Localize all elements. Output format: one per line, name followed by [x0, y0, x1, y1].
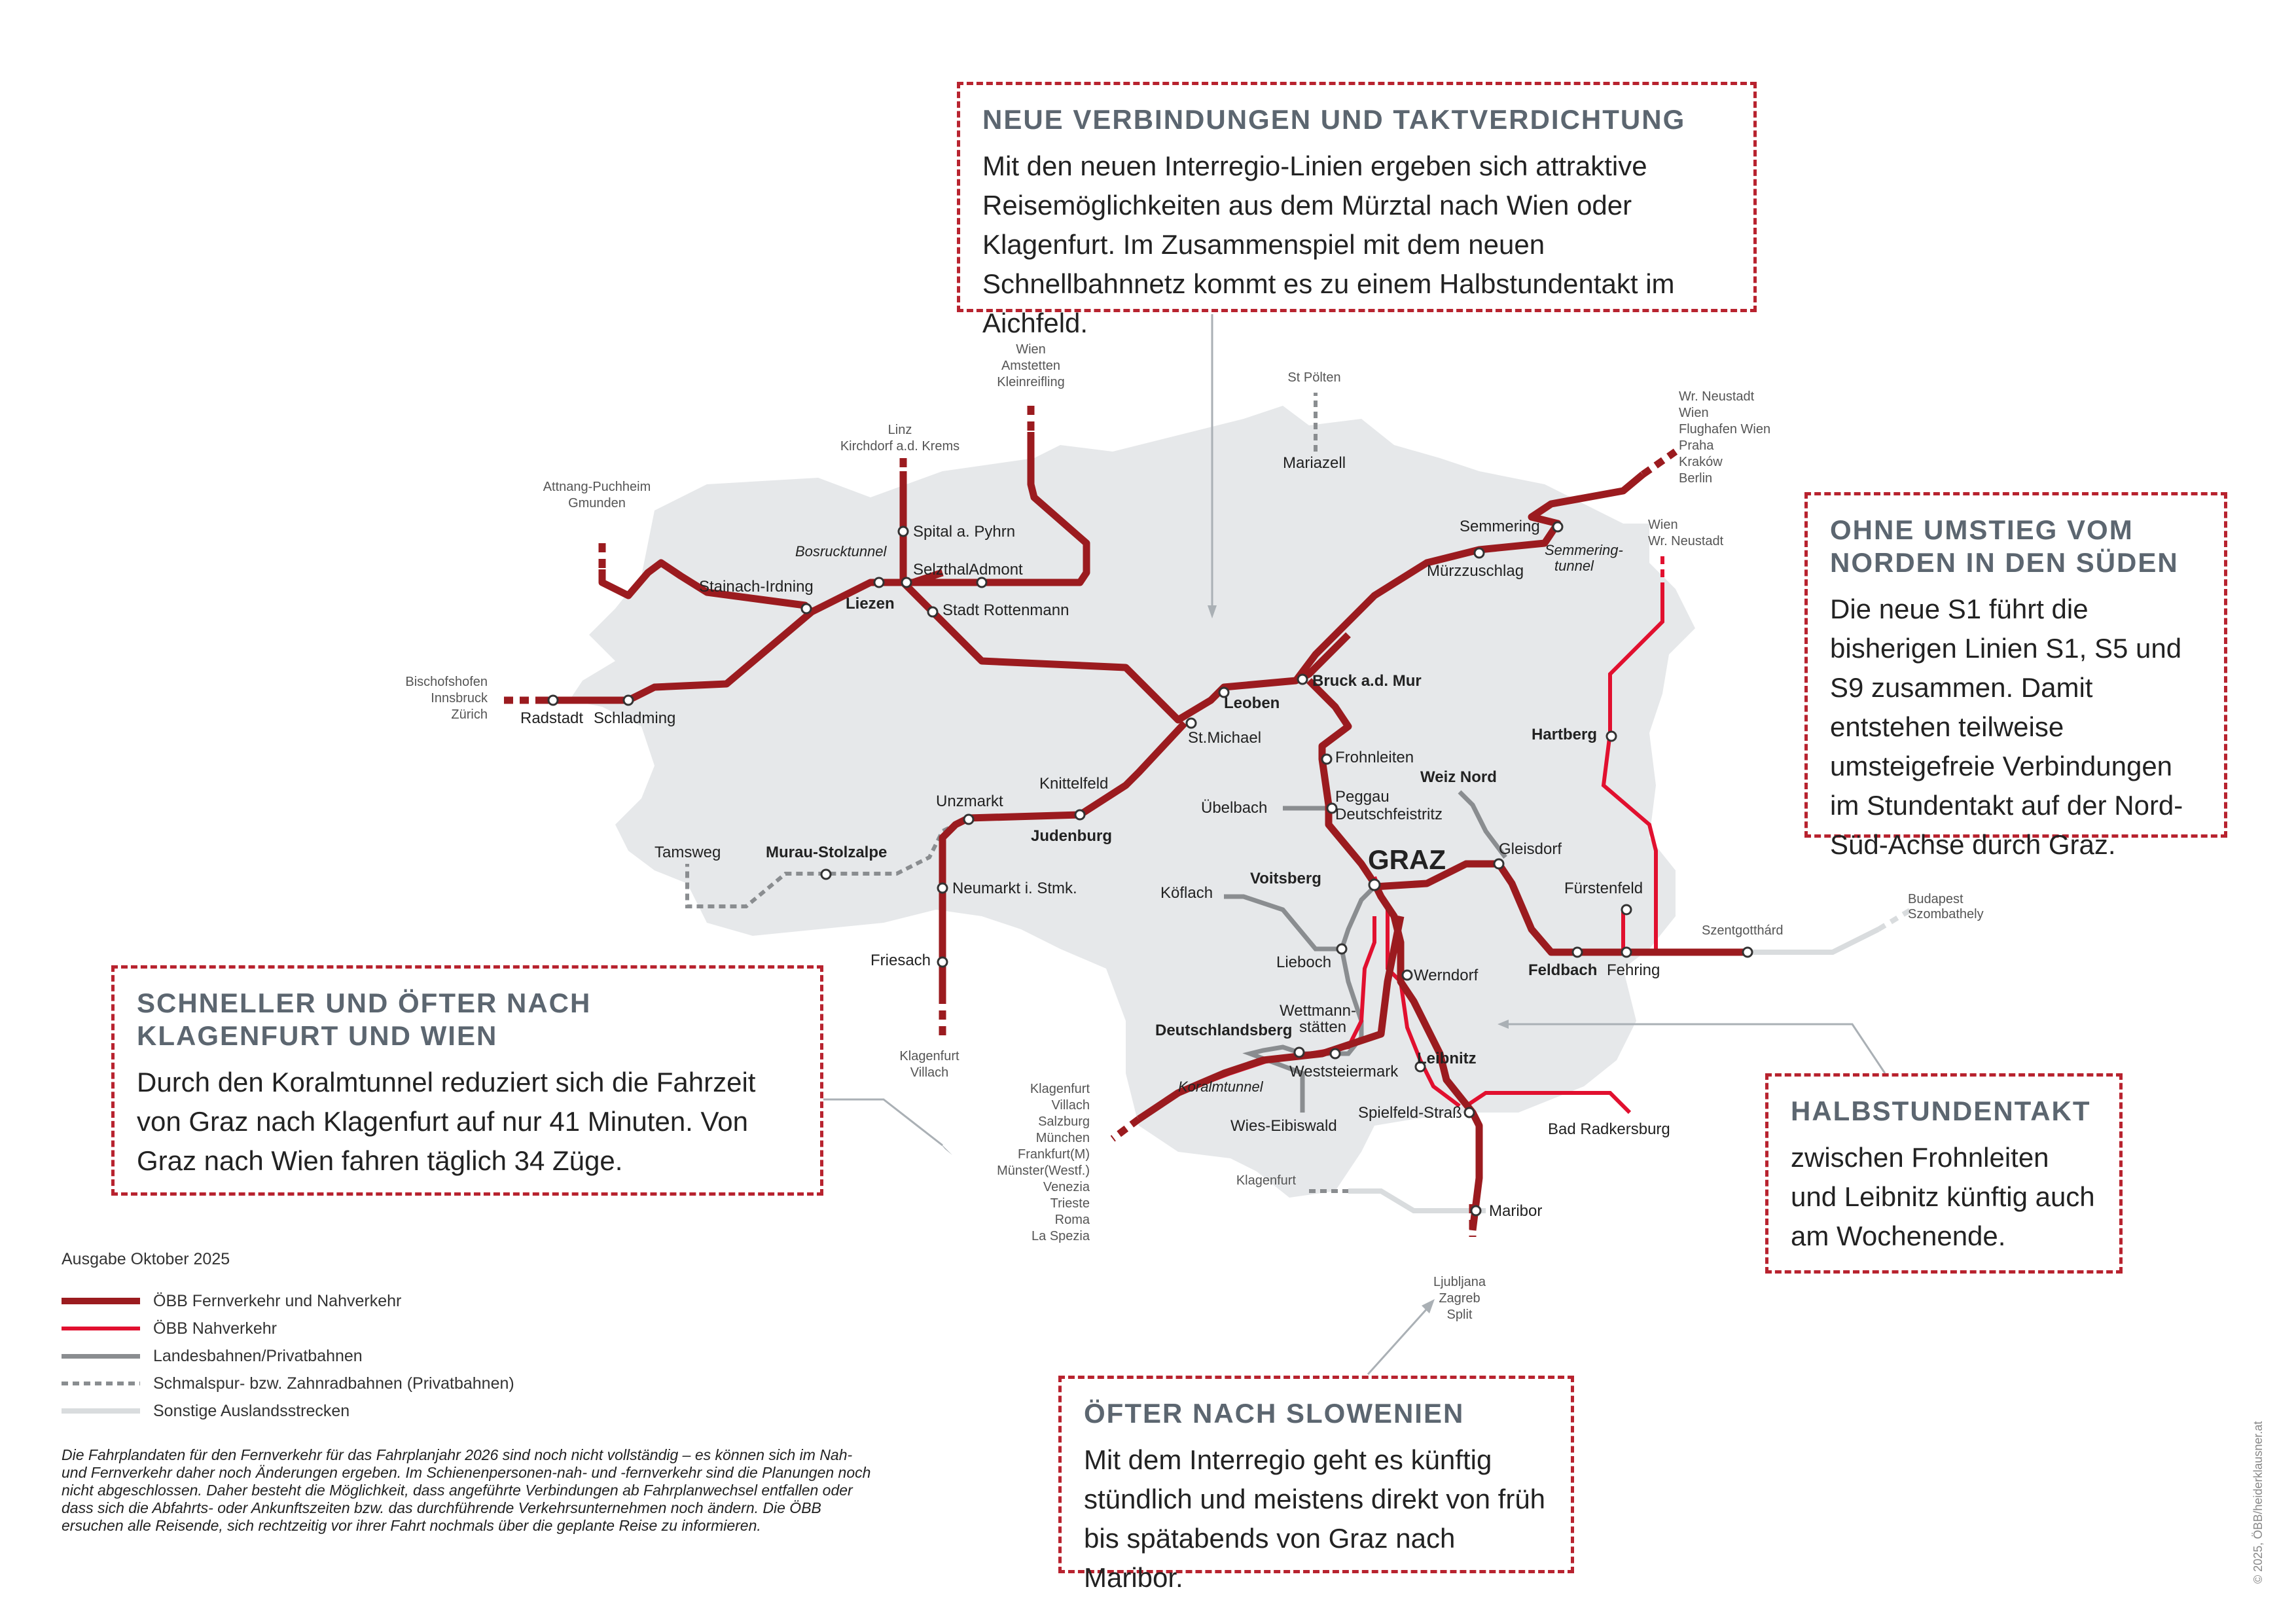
- station-marker-neumarkt: [938, 883, 947, 893]
- station-stmichael: St.Michael: [1188, 729, 1262, 747]
- callout-new-connections-text: Mit den neuen Interregio-Linien ergeben sich attraktive Reisemöglichkeiten aus dem Mürztal nach Wien oder Klagenfurt. Im Zusammenspiel mit dem neuen Schnellbahnnetz kommt es zu einem Halbstundentakt im Aichfeld.: [982, 151, 1675, 338]
- station-marker-semmering: [1475, 548, 1484, 558]
- station-marker-werndorf: [1403, 971, 1412, 980]
- station-marker-gleisdorf: [1494, 859, 1503, 868]
- station-marker-fehring: [1622, 948, 1631, 957]
- dest-attnang-1: Gmunden: [568, 496, 626, 510]
- station-admont: Admont: [969, 561, 1023, 579]
- dest-ne-0: Wr. Neustadt: [1679, 389, 1755, 404]
- callout-slovenia: [1058, 1376, 1574, 1593]
- callout-north-south: [1804, 492, 2227, 860]
- station-marker-unzmarkt: [964, 815, 973, 824]
- station-marker-knittelfeld: [1075, 810, 1085, 819]
- callout-slovenia-text: Mit dem Interregio geht es künftig stündlich und meistens direkt von früh bis spätabends von Graz nach Maribor.: [1084, 1444, 1546, 1593]
- legend-label-fernverkehr: ÖBB Fernverkehr und Nahverkehr: [153, 1291, 402, 1310]
- callout-klagenfurt-wien-text: Durch den Koralmtunnel reduziert sich die Fahrzeit von Graz nach Klagenfurt auf nur 41 Minuten. Von Graz nach Wien fahren täglich 34 Züge.: [137, 1067, 756, 1176]
- dest-wien-n-2: Kleinreifling: [997, 375, 1065, 389]
- station-radstadt: Radstadt: [520, 709, 584, 727]
- arrow-schneller: [821, 1099, 942, 1145]
- station-liezen: Liezen: [846, 595, 895, 613]
- station-bruck: Bruck a.d. Mur: [1312, 672, 1422, 690]
- legend-label-ausland: Sonstige Auslandsstrecken: [153, 1401, 350, 1420]
- station-badradkersburg: Bad Radkersburg: [1548, 1120, 1670, 1138]
- station-marker-stainach: [802, 604, 811, 613]
- station-stainach: Stainach-Irdning: [699, 578, 814, 596]
- station-graz: GRAZ: [1368, 844, 1446, 875]
- dest-kl-s-4: Frankfurt(M): [1018, 1147, 1090, 1162]
- legend-row-fernverkehr: [62, 1287, 880, 1315]
- station-marker-feldbach: [1573, 948, 1582, 957]
- station-unzmarkt: Unzmarkt: [936, 793, 1003, 810]
- dest-ljubljana-1: Zagreb: [1439, 1291, 1480, 1306]
- dest-linz-0: Linz: [888, 423, 912, 437]
- station-semmering: Semmering: [1460, 518, 1540, 535]
- legend-row-ausland: [62, 1397, 880, 1425]
- station-marker-frohnleiten: [1322, 755, 1331, 764]
- station-marker-radstadt: [548, 696, 558, 705]
- station-deutschfeistritz: Deutschfeistritz: [1335, 806, 1443, 823]
- station-hartberg: Hartberg: [1532, 726, 1598, 743]
- line-maribor-klagenfurt: [1348, 1191, 1486, 1211]
- legend-swatch-nahverkehr: [62, 1327, 140, 1330]
- station-voitsberg: Voitsberg: [1250, 870, 1321, 887]
- station-weiznord: Weiz Nord: [1420, 768, 1497, 786]
- arrowhead-schneller: [937, 1140, 952, 1155]
- dest-ljubljana-0: Ljubljana: [1433, 1275, 1486, 1289]
- disclaimer: Die Fahrplandaten für den Fernverkehr für das Fahrplanjahr 2026 sind noch nicht vollständig – es können sich im Nah- und Fernverkehr daher noch Änderungen ergeben. Im Schienenpersonen-nah- und -fernverkehr sind die Planungen noch nicht abgeschlossen. Daher besteht die Möglichkeit, dass angeführte Verbindungen ab Fahrplanwechsel entfallen oder dass sich die Abfahrts- oder Ankunftszeiten bzw. das durchführende Verkehrsunternehmen noch ändern. Die ÖBB ersuchen alle Reisende, sich rechtzeitig vor ihrer Fahrt nochmals über die geplante Reise zu informieren.: [62, 1446, 871, 1534]
- dest-klagenfurt-w-0: Klagenfurt: [899, 1049, 960, 1063]
- tunnel-semmering-1: Semmering-: [1545, 542, 1623, 558]
- station-weststeiermark: Weststeiermark: [1289, 1063, 1399, 1080]
- legend-row-nahverkehr: [62, 1315, 880, 1342]
- station-selzthal: Selzthal: [913, 561, 969, 579]
- line-budapest-dashed: [1878, 910, 1911, 929]
- station-knittelfeld: Knittelfeld: [1039, 775, 1109, 793]
- dest-ne-1: Wien: [1679, 406, 1709, 420]
- dest-kl-s-3: München: [1035, 1131, 1090, 1145]
- dest-budapest-1: Szombathely: [1908, 907, 1984, 921]
- station-schladming: Schladming: [594, 709, 676, 727]
- station-marker-murau: [821, 870, 831, 879]
- station-neumarkt: Neumarkt i. Stmk.: [952, 880, 1077, 897]
- callout-klagenfurt-wien: [111, 965, 823, 1196]
- dest-linz-1: Kirchdorf a.d. Krems: [840, 439, 960, 454]
- callout-klagenfurt-wien-title: SCHNELLER UND ÖFTER NACH KLAGENFURT UND WIEN: [137, 988, 592, 1051]
- station-wettmann2: stätten: [1299, 1018, 1347, 1036]
- dest-kl-s-6: Venezia: [1043, 1180, 1090, 1194]
- station-koeflach: Köflach: [1160, 884, 1213, 902]
- station-marker-muerzzuschlag: [1553, 522, 1562, 531]
- legend-label-privatbahnen: Landesbahnen/Privatbahnen: [153, 1346, 363, 1365]
- tunnel-bosruck: Bosrucktunnel: [795, 543, 887, 560]
- station-deutschlandsberg: Deutschlandsberg: [1155, 1022, 1293, 1039]
- station-marker-stmichael: [1187, 719, 1196, 728]
- dest-bischofshofen-0: Bischofshofen: [405, 675, 488, 689]
- dest-kl-s-0: Klagenfurt: [1030, 1082, 1090, 1096]
- dest-wien-n-0: Wien: [1016, 342, 1046, 357]
- legend-swatch-fernverkehr: [62, 1298, 140, 1304]
- legend-label-schmalspur: Schmalspur- bzw. Zahnradbahnen (Privatbahnen): [153, 1374, 514, 1393]
- dest-ljubljana-2: Split: [1446, 1308, 1473, 1322]
- station-marker-selzthal: [902, 578, 911, 587]
- legend: [62, 1250, 880, 1425]
- legend-edition: Ausgabe Oktober 2025: [62, 1250, 230, 1268]
- station-fehring: Fehring: [1607, 961, 1660, 979]
- station-leibnitz: Leibnitz: [1417, 1050, 1477, 1067]
- station-wieseibiswald: Wies-Eibiswald: [1230, 1117, 1337, 1135]
- dest-budapest-0: Budapest: [1908, 892, 1964, 906]
- destination-labels-ne: [1648, 389, 1770, 548]
- dest-stpoelten-0: St Pölten: [1287, 370, 1341, 385]
- station-marker-spital: [899, 527, 908, 536]
- station-marker-fuerstenfeld: [1622, 905, 1631, 914]
- callout-half-hour-title: HALBSTUNDENTAKT: [1791, 1096, 2091, 1126]
- legend-swatch-schmalspur: [62, 1382, 140, 1385]
- station-marker-maribor: [1471, 1206, 1480, 1215]
- tunnel-koralm: Koralmtunnel: [1178, 1079, 1263, 1095]
- station-marker-weststeiermark: [1331, 1049, 1340, 1058]
- dest-wien-e-0: Wien: [1648, 518, 1678, 532]
- station-leoben: Leoben: [1224, 694, 1280, 712]
- station-tamsweg: Tamsweg: [655, 844, 721, 861]
- station-gleisdorf: Gleisdorf: [1499, 840, 1562, 858]
- station-maribor: Maribor: [1489, 1202, 1543, 1220]
- dest-klagenfurt-w-1: Villach: [910, 1065, 949, 1080]
- callout-new-connections: [957, 82, 1757, 338]
- station-marker-liezen: [874, 578, 884, 587]
- line-koralm-dashed: [1113, 1119, 1139, 1139]
- dest-ne-4: Kraków: [1679, 455, 1723, 469]
- callout-half-hour: [1765, 1073, 2123, 1274]
- dest-klagenfurt-m-0: Klagenfurt: [1236, 1173, 1296, 1188]
- station-marker-lieboch: [1337, 944, 1346, 954]
- dest-kl-s-7: Trieste: [1050, 1196, 1090, 1211]
- station-murau: Murau-Stolzalpe: [766, 844, 888, 861]
- callout-new-connections-title: NEUE VERBINDUNGEN UND TAKTVERDICHTUNG: [982, 104, 1686, 135]
- tunnel-semmering-2: tunnel: [1554, 558, 1594, 574]
- station-wettmann1: Wettmann-: [1280, 1002, 1356, 1020]
- dest-bischofshofen-2: Zürich: [451, 707, 488, 722]
- station-frohnleiten: Frohnleiten: [1335, 749, 1414, 766]
- dest-wien-e-1: Wr. Neustadt: [1648, 534, 1724, 548]
- station-marker-hartberg: [1607, 732, 1616, 741]
- station-peggau: Peggau: [1335, 788, 1390, 806]
- legend-row-schmalspur: [62, 1370, 880, 1397]
- station-marker-deutschlandsberg: [1295, 1048, 1304, 1057]
- station-marker-szentgotthard: [1743, 948, 1752, 957]
- station-marker-admont: [977, 578, 986, 587]
- station-fuerstenfeld: Fürstenfeld: [1564, 880, 1643, 897]
- station-szentgotthard: Szentgotthárd: [1702, 923, 1784, 938]
- station-judenburg: Judenburg: [1031, 827, 1112, 845]
- station-lieboch: Lieboch: [1276, 954, 1332, 971]
- dest-kl-s-1: Villach: [1051, 1098, 1090, 1113]
- station-muerzzuschlag: Mürzzuschlag: [1427, 562, 1524, 580]
- station-marker-rottenmann: [928, 607, 937, 616]
- line-ne-dashed: [1643, 452, 1676, 474]
- dest-wien-n-1: Amstetten: [1001, 359, 1061, 373]
- station-spielfeld: Spielfeld-Straß: [1358, 1104, 1462, 1122]
- dest-bischofshofen-1: Innsbruck: [431, 691, 488, 705]
- callout-north-south-title: OHNE UMSTIEG VOM NORDEN IN DEN SÜDEN: [1830, 514, 2179, 578]
- dest-kl-s-9: La Spezia: [1031, 1229, 1090, 1243]
- dest-ne-3: Praha: [1679, 438, 1714, 453]
- station-marker-bruck: [1298, 675, 1307, 684]
- legend-swatch-ausland: [62, 1408, 140, 1414]
- callout-slovenia-title: ÖFTER NACH SLOWENIEN: [1084, 1398, 1465, 1429]
- callout-north-south-text: Die neue S1 führt die bisherigen Linien S1, S5 und S9 zusammen. Damit entstehen teilweise umsteigefreie Verbindungen im Stundentakt auf der Nord-Süd-Achse durch Graz.: [1830, 594, 2183, 860]
- dest-kl-s-2: Salzburg: [1038, 1115, 1090, 1129]
- station-spital: Spital a. Pyhrn: [913, 523, 1016, 541]
- dest-ne-5: Berlin: [1679, 471, 1713, 486]
- station-rottenmann: Stadt Rottenmann: [942, 601, 1069, 619]
- station-friesach: Friesach: [870, 952, 931, 969]
- copyright: © 2025, ÖBB/heiderklausner.at: [2251, 1421, 2265, 1584]
- station-uebelbach: Übelbach: [1201, 799, 1268, 817]
- legend-label-nahverkehr: ÖBB Nahverkehr: [153, 1319, 277, 1338]
- station-marker-spielfeld: [1465, 1108, 1474, 1117]
- station-marker-graz: [1369, 880, 1380, 890]
- dest-ne-2: Flughafen Wien: [1679, 422, 1771, 437]
- station-mariazell: Mariazell: [1283, 454, 1346, 472]
- station-feldbach: Feldbach: [1528, 961, 1598, 979]
- station-werndorf: Werndorf: [1414, 967, 1479, 984]
- legend-row-privatbahnen: [62, 1342, 880, 1370]
- arrow-slowenien: [1368, 1309, 1427, 1374]
- legend-swatch-privatbahnen: [62, 1354, 140, 1359]
- station-marker-schladming: [624, 696, 633, 705]
- dest-kl-s-8: Roma: [1054, 1213, 1090, 1227]
- dest-kl-s-5: Münster(Westf.): [997, 1164, 1090, 1178]
- callout-half-hour-text: zwischen Frohnleiten und Leibnitz künftig auch am Wochenende.: [1791, 1142, 2095, 1251]
- station-marker-friesach: [938, 957, 947, 967]
- dest-attnang-0: Attnang-Puchheim: [543, 480, 651, 494]
